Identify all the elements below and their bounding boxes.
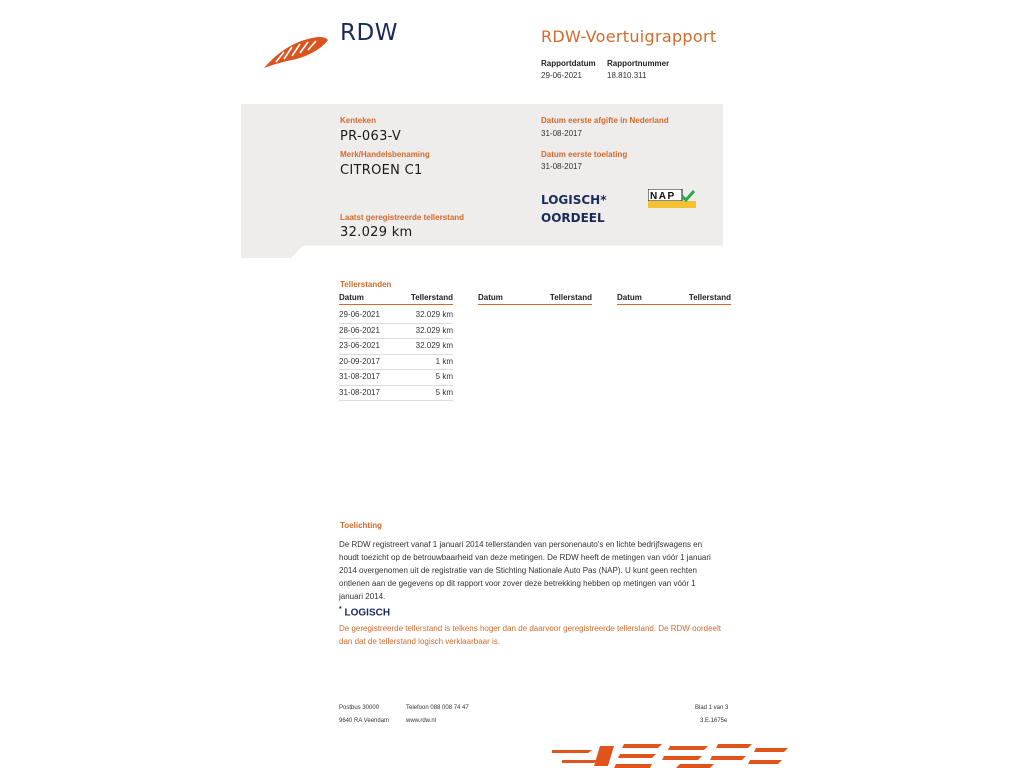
logisch-marker: * bbox=[339, 606, 342, 613]
merk-value: CITROEN C1 bbox=[340, 163, 423, 178]
tellerstand-label: Laatst geregistreerde tellerstand bbox=[340, 213, 465, 222]
col-tellerstand: Tellerstand bbox=[549, 293, 592, 302]
row-date: 31-08-2017 bbox=[339, 372, 380, 381]
tellerstanden-table-3 bbox=[617, 293, 731, 305]
toelichting-title: Toelichting bbox=[340, 521, 383, 530]
table-header bbox=[478, 293, 592, 305]
afgifte-value: 31-08-2017 bbox=[541, 129, 582, 138]
tellerstand-value: 32.029 km bbox=[340, 225, 413, 240]
table-row bbox=[339, 339, 453, 355]
kenteken-label: Kenteken bbox=[340, 116, 377, 125]
rdw-stripes-decoration bbox=[552, 742, 788, 768]
footer-postbus: Postbus 30000 bbox=[339, 705, 380, 711]
table-row bbox=[339, 386, 453, 402]
toelating-value: 31-08-2017 bbox=[541, 162, 582, 171]
table-header bbox=[339, 293, 453, 305]
row-value: 5 km bbox=[435, 372, 453, 381]
footer-page-number: Blad 1 van 3 bbox=[695, 705, 729, 711]
row-value: 32.029 km bbox=[415, 341, 453, 350]
footer-code: 3.E.1675e bbox=[700, 718, 728, 724]
kenteken-value: PR-063-V bbox=[340, 129, 402, 144]
col-datum: Datum bbox=[478, 293, 503, 302]
oordeel-status: LOGISCH* bbox=[541, 193, 607, 207]
logisch-heading bbox=[339, 606, 390, 618]
row-value: 1 km bbox=[435, 356, 453, 366]
afgifte-label: Datum eerste afgifte in Nederland bbox=[541, 116, 669, 125]
table-row bbox=[339, 370, 453, 386]
table-row bbox=[339, 355, 453, 371]
table-row bbox=[339, 308, 453, 324]
toelichting-text: De RDW registreert vanaf 1 januari 2014 tellerstanden van personenauto's en lichte bedrijfswagens en houdt toezicht op de betrouwbaarheid van deze metingen. De RDW heeft de metingen van vóór 1 januari 2014 overgenomen uit de registratie van de Stichting Nationale Auto Pas (NAP). U kunt geen rechten ontlenen aan de gegevens op dit rapport voor zover deze betrekking hebben op metingen van vóór 1 januari 2014. bbox=[339, 540, 711, 601]
logisch-text: De geregistreerde tellerstand is telkens hoger dan de daarvoor geregistreerde tellerstand. De RDW oordeelt dan dat de tellerstand logisch verklaarbaar is. bbox=[339, 624, 721, 646]
tellerstanden-table-1 bbox=[339, 293, 453, 401]
vehicle-panel bbox=[241, 104, 723, 258]
row-value: 32.029 km bbox=[415, 325, 453, 335]
footer-plaats: 9640 RA Veendam bbox=[339, 718, 390, 724]
logo-text: RDW bbox=[340, 20, 398, 46]
rapportnummer-value: 18.810.311 bbox=[607, 71, 647, 80]
footer-website[interactable]: www.rdw.nl bbox=[406, 718, 437, 724]
col-tellerstand: Tellerstand bbox=[688, 293, 731, 302]
logisch-heading-text: LOGISCH bbox=[344, 607, 391, 619]
row-value: 5 km bbox=[435, 387, 453, 397]
toelating-label: Datum eerste toelating bbox=[541, 150, 628, 159]
row-date: 31-08-2017 bbox=[339, 387, 380, 397]
col-tellerstand: Tellerstand bbox=[410, 293, 453, 302]
tellerstanden-title: Tellerstanden bbox=[340, 280, 392, 289]
rapportdatum-label: Rapportdatum bbox=[541, 59, 596, 68]
row-date: 28-06-2021 bbox=[339, 325, 380, 335]
rdw-feather-icon bbox=[262, 32, 332, 72]
merk-label: Merk/Handelsbenaming bbox=[340, 150, 430, 159]
col-datum: Datum bbox=[339, 293, 364, 302]
row-date: 20-09-2017 bbox=[339, 356, 380, 366]
rapportdatum-value: 29-06-2021 bbox=[541, 71, 582, 80]
table-row bbox=[339, 324, 453, 340]
footer-telefoon: Telefoon 088 008 74 47 bbox=[406, 705, 469, 711]
nap-badge-text: NAP bbox=[650, 191, 676, 202]
tellerstanden-table-2 bbox=[478, 293, 592, 305]
row-date: 23-06-2021 bbox=[339, 341, 380, 350]
table-header bbox=[617, 293, 731, 305]
row-date: 29-06-2021 bbox=[339, 310, 380, 319]
row-value: 32.029 km bbox=[415, 310, 453, 319]
rapportnummer-label: Rapportnummer bbox=[607, 59, 670, 68]
nap-check-icon bbox=[648, 189, 696, 208]
oordeel-label: OORDEEL bbox=[541, 211, 605, 225]
report-title: RDW-Voertuigrapport bbox=[541, 27, 717, 46]
col-datum: Datum bbox=[617, 293, 642, 302]
